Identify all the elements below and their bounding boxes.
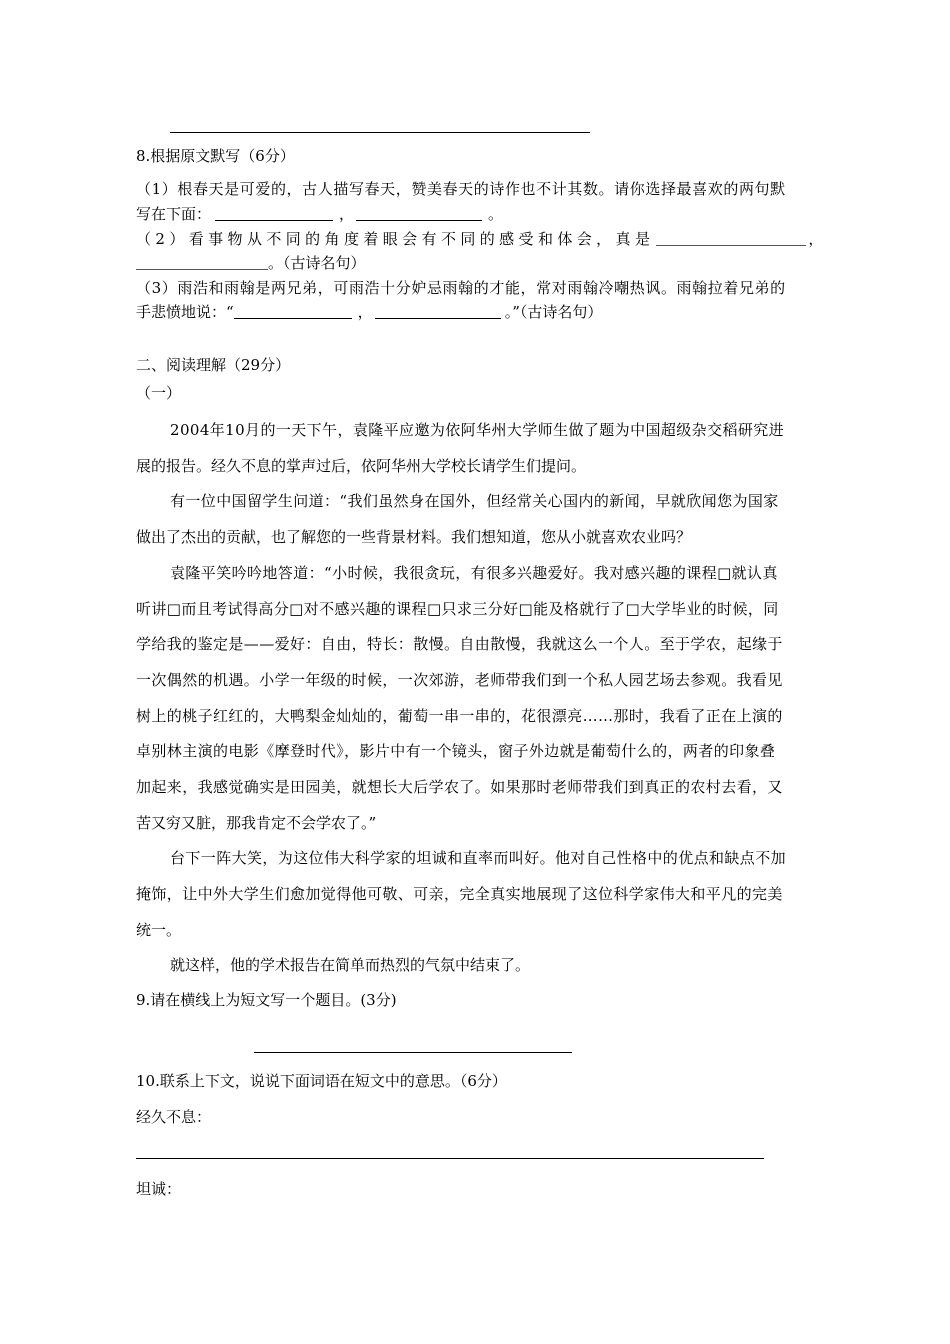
passage-line: 做出了杰出的贡献，也了解您的一些背景材料。我们想知道，您从小就喜欢农业吗？ xyxy=(136,528,692,546)
passage-line: 统一。 xyxy=(136,921,182,939)
passage-line: 树上的桃子红红的，大鸭梨金灿灿的，葡萄一串一串的，花很漂亮……那时，我看了正在上演的 xyxy=(136,707,783,725)
q8-blank-5[interactable] xyxy=(234,305,352,319)
passage-line: 台下一阵大笑，为这位伟大科学家的坦诚和直率而叫好。他对自己性格中的优点和缺点不加 xyxy=(170,849,787,867)
passage-line: 就这样，他的学术报告在简单而热烈的气氛中结束了。 xyxy=(170,956,531,974)
q8-blank-3[interactable] xyxy=(656,232,806,246)
comma: ， xyxy=(339,205,355,223)
comma: ， xyxy=(357,303,373,321)
passage-line: 袁隆平笑吟吟地答道：“小时候，我很贪玩，有很多兴趣爱好。我对感兴趣的课程□就认真 xyxy=(170,564,778,582)
passage-line: 苦又穷又脏，那我肯定不会学农了。” xyxy=(136,814,377,832)
comma: ， xyxy=(808,230,824,248)
q8-part2-prompt: （2）看事物从不同的角度着眼会有不同的感受和体会，真是 xyxy=(136,230,655,248)
q8-part2-line2 xyxy=(136,256,366,271)
q8-part1-line1: （1）根春天是可爱的，古人描写春天，赞美春天的诗作也不计其数。请你选择最喜欢的两句默 xyxy=(136,180,786,198)
passage-line: 加起来，我感觉确实是田园美，就想长大后学农了。如果那时老师带我们到真正的农村去看，又 xyxy=(136,778,783,796)
section2-heading: 二、阅读理解（29分） xyxy=(136,356,291,374)
q10-term-1: 经久不息： xyxy=(136,1108,212,1126)
q8-part3-line2 xyxy=(136,305,602,320)
passage-line: 一次偶然的机遇。小学一年级的时候，一次郊游，老师带我们到一个私人园艺场去参观。我看见 xyxy=(136,671,783,689)
passage-line: 展的报告。经久不息的掌声过后，依阿华州大学校长请学生们提问。 xyxy=(136,457,587,475)
q8-blank-1[interactable] xyxy=(215,207,333,221)
q10-term-2: 坦诚： xyxy=(136,1180,182,1198)
q8-blank-6[interactable] xyxy=(375,305,501,319)
q8-part3-prompt: 手悲愤地说：“ xyxy=(136,303,234,321)
q8-blank-2[interactable] xyxy=(356,207,482,221)
q8-part2-line1 xyxy=(136,232,823,247)
passage-line: 掩饰，让中外大学生们愈加觉得他可敬、可亲，完全真实地展现了这位科学家伟大和平凡的完美 xyxy=(136,885,783,903)
passage-line: 学给我的鉴定是——爱好：自由，特长：散慢。自由散慢，我就这么一个人。至于学农，起缘于 xyxy=(136,635,783,653)
q8-part2-tail: 。（古诗名句） xyxy=(268,254,366,272)
passage-line: 听讲□而且考试得高分□对不感兴趣的课程□只求三分好□能及格就行了□大学毕业的时候，同 xyxy=(136,600,779,618)
q8-blank-4[interactable] xyxy=(136,256,268,270)
answer-line-top xyxy=(170,132,590,133)
q8-part3-tail: 。”（古诗名句） xyxy=(504,303,603,321)
q9-heading: 9.请在横线上为短文写一个题目。(3分) xyxy=(136,991,397,1009)
passage-line: 2004年10月的一天下午，袁隆平应邀为依阿华州大学师生做了题为中国超级杂交稻研究进 xyxy=(170,421,785,439)
period: 。 xyxy=(488,205,504,223)
passage-line: 卓别林主演的电影《摩登时代》，影片中有一个镜头，窗子外边就是葡萄什么的，两者的印象叠 xyxy=(136,742,776,760)
q10-heading: 10.联系上下文，说说下面词语在短文中的意思。（6分） xyxy=(136,1072,507,1090)
q10-answer-line-1[interactable] xyxy=(136,1158,764,1159)
passage-line: 有一位中国留学生问道：“我们虽然身在国外，但经常关心国内的新闻，早就欣闻您为国家 xyxy=(170,492,779,510)
q8-part1-line2 xyxy=(136,207,503,222)
q9-answer-line[interactable] xyxy=(254,1052,572,1053)
q8-part3-line1: （3）雨浩和雨翰是两兄弟，可雨浩十分妒忌雨翰的才能，常对雨翰冷嘲热讽。雨翰拉着兄弟的 xyxy=(136,279,786,297)
q8-part1-prompt: 写在下面： xyxy=(136,205,212,223)
section2-sub: （一） xyxy=(136,384,182,402)
q8-heading: 8.根据原文默写（6分） xyxy=(136,147,295,165)
